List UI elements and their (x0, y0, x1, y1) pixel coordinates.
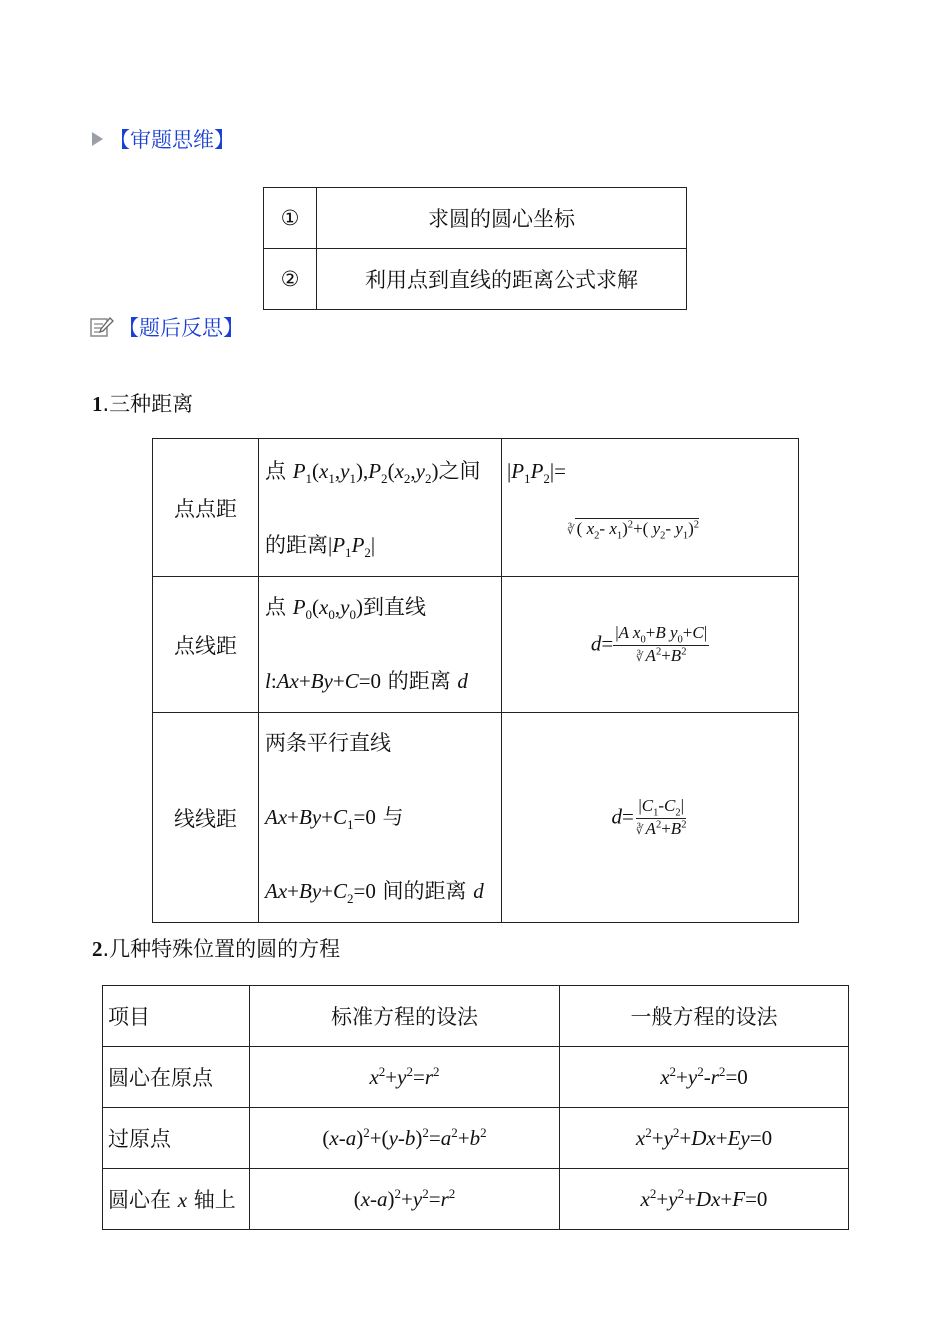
standard-form-cell: $x^2+y^2=r^2$ (250, 1047, 560, 1108)
step-text: 利用点到直线的距离公式求解 (317, 249, 687, 310)
table-row (264, 188, 687, 249)
formula-sqrt: ∛ ( $x_2-$ $x_1)^2+$( $y_2-$ $y_1)^2$ (567, 519, 700, 542)
row-description (259, 713, 502, 923)
circle-equation-table (102, 985, 849, 1230)
column-header: 标准方程的设法 (250, 986, 560, 1047)
section1-title-text: .三种距离 (102, 392, 194, 416)
desc-line: 点 $P_0(x_0,y_0)$到直线 (265, 595, 426, 623)
row-description (259, 439, 502, 577)
general-form-cell: $x^2+y^2-r^2=0$ (560, 1047, 849, 1108)
general-form-cell: $x^2+y^2+Dx+F=0$ (560, 1169, 849, 1230)
desc-line: 点 $P_1(x_1,y_1),P_2(x_2,y_2)$之间 (265, 459, 481, 487)
item-cell: 圆心在 x 轴上 (103, 1169, 250, 1230)
review-steps-table (263, 187, 687, 310)
item-cell: 圆心在原点 (103, 1047, 250, 1108)
row-formula: d= $\frac{|A x_0+B y_0+C|}{∛ A^2+B^2}$ (502, 577, 799, 713)
row-label: 点线距 (153, 577, 259, 713)
general-form-cell: $x^2+y^2+Dx+Ey=0$ (560, 1108, 849, 1169)
row-description (259, 577, 502, 713)
table-row (153, 713, 799, 923)
desc-line: $Ax+By+C_1=0$ 与 (265, 805, 404, 833)
desc-line: 两条平行直线 (265, 731, 391, 755)
desc-line: $Ax+By+C_2=0$ 间的距离 d (265, 879, 484, 907)
standard-form-cell: $(x-a)^2+(y-b)^2=a^2+b^2$ (250, 1108, 560, 1169)
step-marker: ① (264, 188, 317, 249)
row-formula (502, 439, 799, 577)
table-header-row (103, 986, 849, 1047)
table-row (264, 249, 687, 310)
table-row (103, 1169, 849, 1230)
review-heading-text: 【审题思维】 (109, 128, 235, 152)
section1-title (92, 388, 193, 418)
row-label: 点点距 (153, 439, 259, 577)
section1-number: 1 (92, 392, 103, 416)
section2-number: 2 (92, 937, 103, 961)
step-marker: ② (264, 249, 317, 310)
notepad-pencil-icon (90, 316, 114, 338)
column-header: 项目 (103, 986, 250, 1047)
desc-line: 的距离$|P_1P_2|$ (265, 533, 376, 561)
desc-line: l:Ax+By+C=0 的距离 d (265, 669, 468, 693)
triangle-right-icon (92, 132, 103, 146)
formula-lhs: $|P_1P_2|=$ (507, 459, 566, 487)
table-row (103, 1108, 849, 1169)
row-label: 线线距 (153, 713, 259, 923)
table-row (103, 1047, 849, 1108)
section2-title (92, 933, 340, 963)
distance-table (152, 438, 799, 923)
reflection-heading-text: 【题后反思】 (118, 316, 244, 340)
row-formula: d= $\frac{|C_1-C_2|}{∛ A^2+B^2}$ (502, 713, 799, 923)
review-heading (92, 124, 235, 154)
column-header: 一般方程的设法 (560, 986, 849, 1047)
item-cell: 过原点 (103, 1108, 250, 1169)
table-row (153, 439, 799, 577)
reflection-heading (90, 312, 244, 342)
table-row (153, 577, 799, 713)
step-text: 求圆的圆心坐标 (317, 188, 687, 249)
standard-form-cell: $(x-a)^2+y^2=r^2$ (250, 1169, 560, 1230)
section2-title-text: .几种特殊位置的圆的方程 (102, 937, 341, 961)
